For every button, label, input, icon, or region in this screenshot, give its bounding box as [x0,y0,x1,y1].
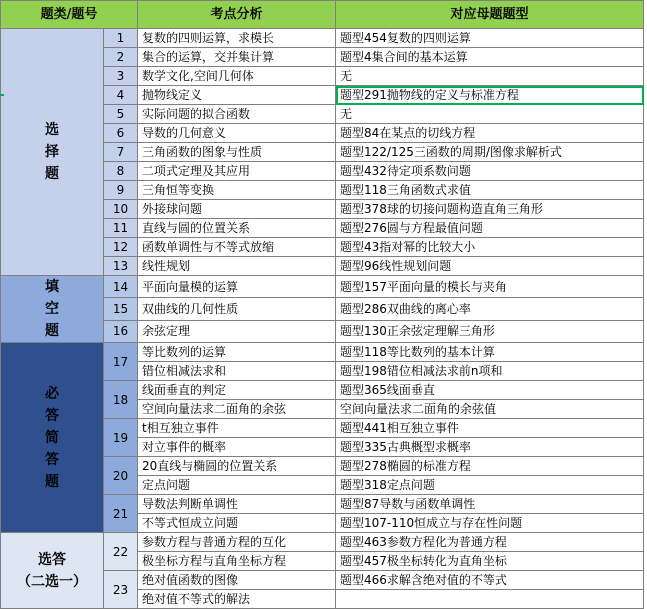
topic-cell: 导数法判断单调性 [138,495,336,514]
topic-cell: 错位相减法求和 [138,362,336,381]
question-number: 20 [104,457,138,495]
mother-type-cell: 题型365线面垂直 [336,381,644,400]
topic-cell: 绝对值不等式的解法 [138,590,336,609]
topic-cell: 平面向量模的运算 [138,276,336,298]
question-number: 9 [104,181,138,200]
table-row [1,533,644,552]
topic-cell: 集合的运算，交并集计算 [138,48,336,67]
topic-cell: 定点问题 [138,476,336,495]
mother-type-cell: 题型457极坐标转化为直角坐标 [336,552,644,571]
mother-type-cell: 题型96线性规划问题 [336,257,644,276]
category-required-answer: 必 答 简 答 题 [1,343,104,533]
question-number: 5 [104,105,138,124]
topic-cell: 三角恒等变换 [138,181,336,200]
mother-type-cell: 题型130正余弦定理解三角形 [336,320,644,342]
topic-cell: 实际问题的拟合函数 [138,105,336,124]
question-number: 10 [104,200,138,219]
topic-cell: 外接球问题 [138,200,336,219]
mother-type-cell: 无 [336,67,644,86]
topic-cell: 对立事件的概率 [138,438,336,457]
mother-type-cell: 题型441相互独立事件 [336,419,644,438]
mother-type-cell: 题型278椭圆的标准方程 [336,457,644,476]
table-row [1,343,644,362]
mother-type-cell: 题型107-110恒成立与存在性问题 [336,514,644,533]
mother-type-cell: 空间向量法求二面角的余弦值 [336,400,644,419]
table-row [1,29,644,48]
question-number: 6 [104,124,138,143]
header-mother-type: 对应母题题型 [336,1,644,29]
mother-type-cell [336,590,644,609]
topic-cell: 20直线与椭圆的位置关系 [138,457,336,476]
mother-type-cell: 题型87导数与函数单调性 [336,495,644,514]
topic-cell: 线面垂直的判定 [138,381,336,400]
question-number: 23 [104,571,138,609]
question-number: 15 [104,298,138,320]
category-optional-answer: 选答 （二选一） [1,533,104,609]
mother-type-cell: 题型432待定项系数问题 [336,162,644,181]
question-number: 22 [104,533,138,571]
question-number: 2 [104,48,138,67]
mother-type-cell: 题型84在某点的切线方程 [336,124,644,143]
topic-cell: 直线与圆的位置关系 [138,219,336,238]
mother-type-cell: 题型276圆与方程最值问题 [336,219,644,238]
mother-type-cell: 题型157平面向量的模长与夹角 [336,276,644,298]
topic-cell: 导数的几何意义 [138,124,336,143]
topic-cell: 线性规划 [138,257,336,276]
topic-cell: 数学文化,空间几何体 [138,67,336,86]
mother-type-cell: 题型122/125三函数的周期/图像求解析式 [336,143,644,162]
mother-type-cell: 题型318定点问题 [336,476,644,495]
mother-type-cell: 题型118三角函数式求值 [336,181,644,200]
header-row [1,1,644,29]
mother-type-cell: 题型4集合间的基本运算 [336,48,644,67]
mother-type-cell: 题型378球的切接问题构造直角三角形 [336,200,644,219]
mother-type-cell: 无 [336,105,644,124]
header-category-number: 题类/题号 [1,1,138,29]
topic-cell: 极坐标方程与直角坐标方程 [138,552,336,571]
question-number: 8 [104,162,138,181]
question-number: 16 [104,320,138,342]
topic-cell: 空间向量法求二面角的余弦 [138,400,336,419]
category-fill-in-blank: 填 空 题 [1,276,104,343]
topic-cell: 二项式定理及其应用 [138,162,336,181]
question-number: 1 [104,29,138,48]
question-number: 11 [104,219,138,238]
header-topic-analysis: 考点分析 [138,1,336,29]
question-number: 21 [104,495,138,533]
topic-cell: 参数方程与普通方程的互化 [138,533,336,552]
row-selection-marker [0,94,4,96]
mother-type-cell: 题型118等比数列的基本计算 [336,343,644,362]
question-number: 3 [104,67,138,86]
question-number: 12 [104,238,138,257]
mother-type-cell: 题型335古典概型求概率 [336,438,644,457]
question-number: 13 [104,257,138,276]
topic-cell: 余弦定理 [138,320,336,342]
table-row [1,276,644,298]
mother-type-cell: 题型198错位相减法求前n项和 [336,362,644,381]
mother-type-cell: 题型286双曲线的离心率 [336,298,644,320]
topic-cell: 绝对值函数的图像 [138,571,336,590]
topic-cell: 不等式恒成立问题 [138,514,336,533]
category-multiple-choice: 选 择 题 [1,29,104,276]
mother-type-cell: 题型466求解含绝对值的不等式 [336,571,644,590]
question-number: 18 [104,381,138,419]
mother-type-cell[interactable]: 题型291抛物线的定义与标准方程 [336,86,644,105]
topic-cell: 等比数列的运算 [138,343,336,362]
topic-cell: 抛物线定义 [138,86,336,105]
mother-type-cell: 题型454复数的四则运算 [336,29,644,48]
question-number: 17 [104,343,138,381]
question-number: 19 [104,419,138,457]
question-number: 7 [104,143,138,162]
topic-cell: t相互独立事件 [138,419,336,438]
topic-cell: 三角函数的图象与性质 [138,143,336,162]
mother-type-cell: 题型463参数方程化为普通方程 [336,533,644,552]
question-number: 4 [104,86,138,105]
topic-cell: 函数单调性与不等式放缩 [138,238,336,257]
topic-cell: 复数的四则运算，求模长 [138,29,336,48]
mother-type-cell: 题型43指对幂的比较大小 [336,238,644,257]
question-number: 14 [104,276,138,298]
topic-cell: 双曲线的几何性质 [138,298,336,320]
